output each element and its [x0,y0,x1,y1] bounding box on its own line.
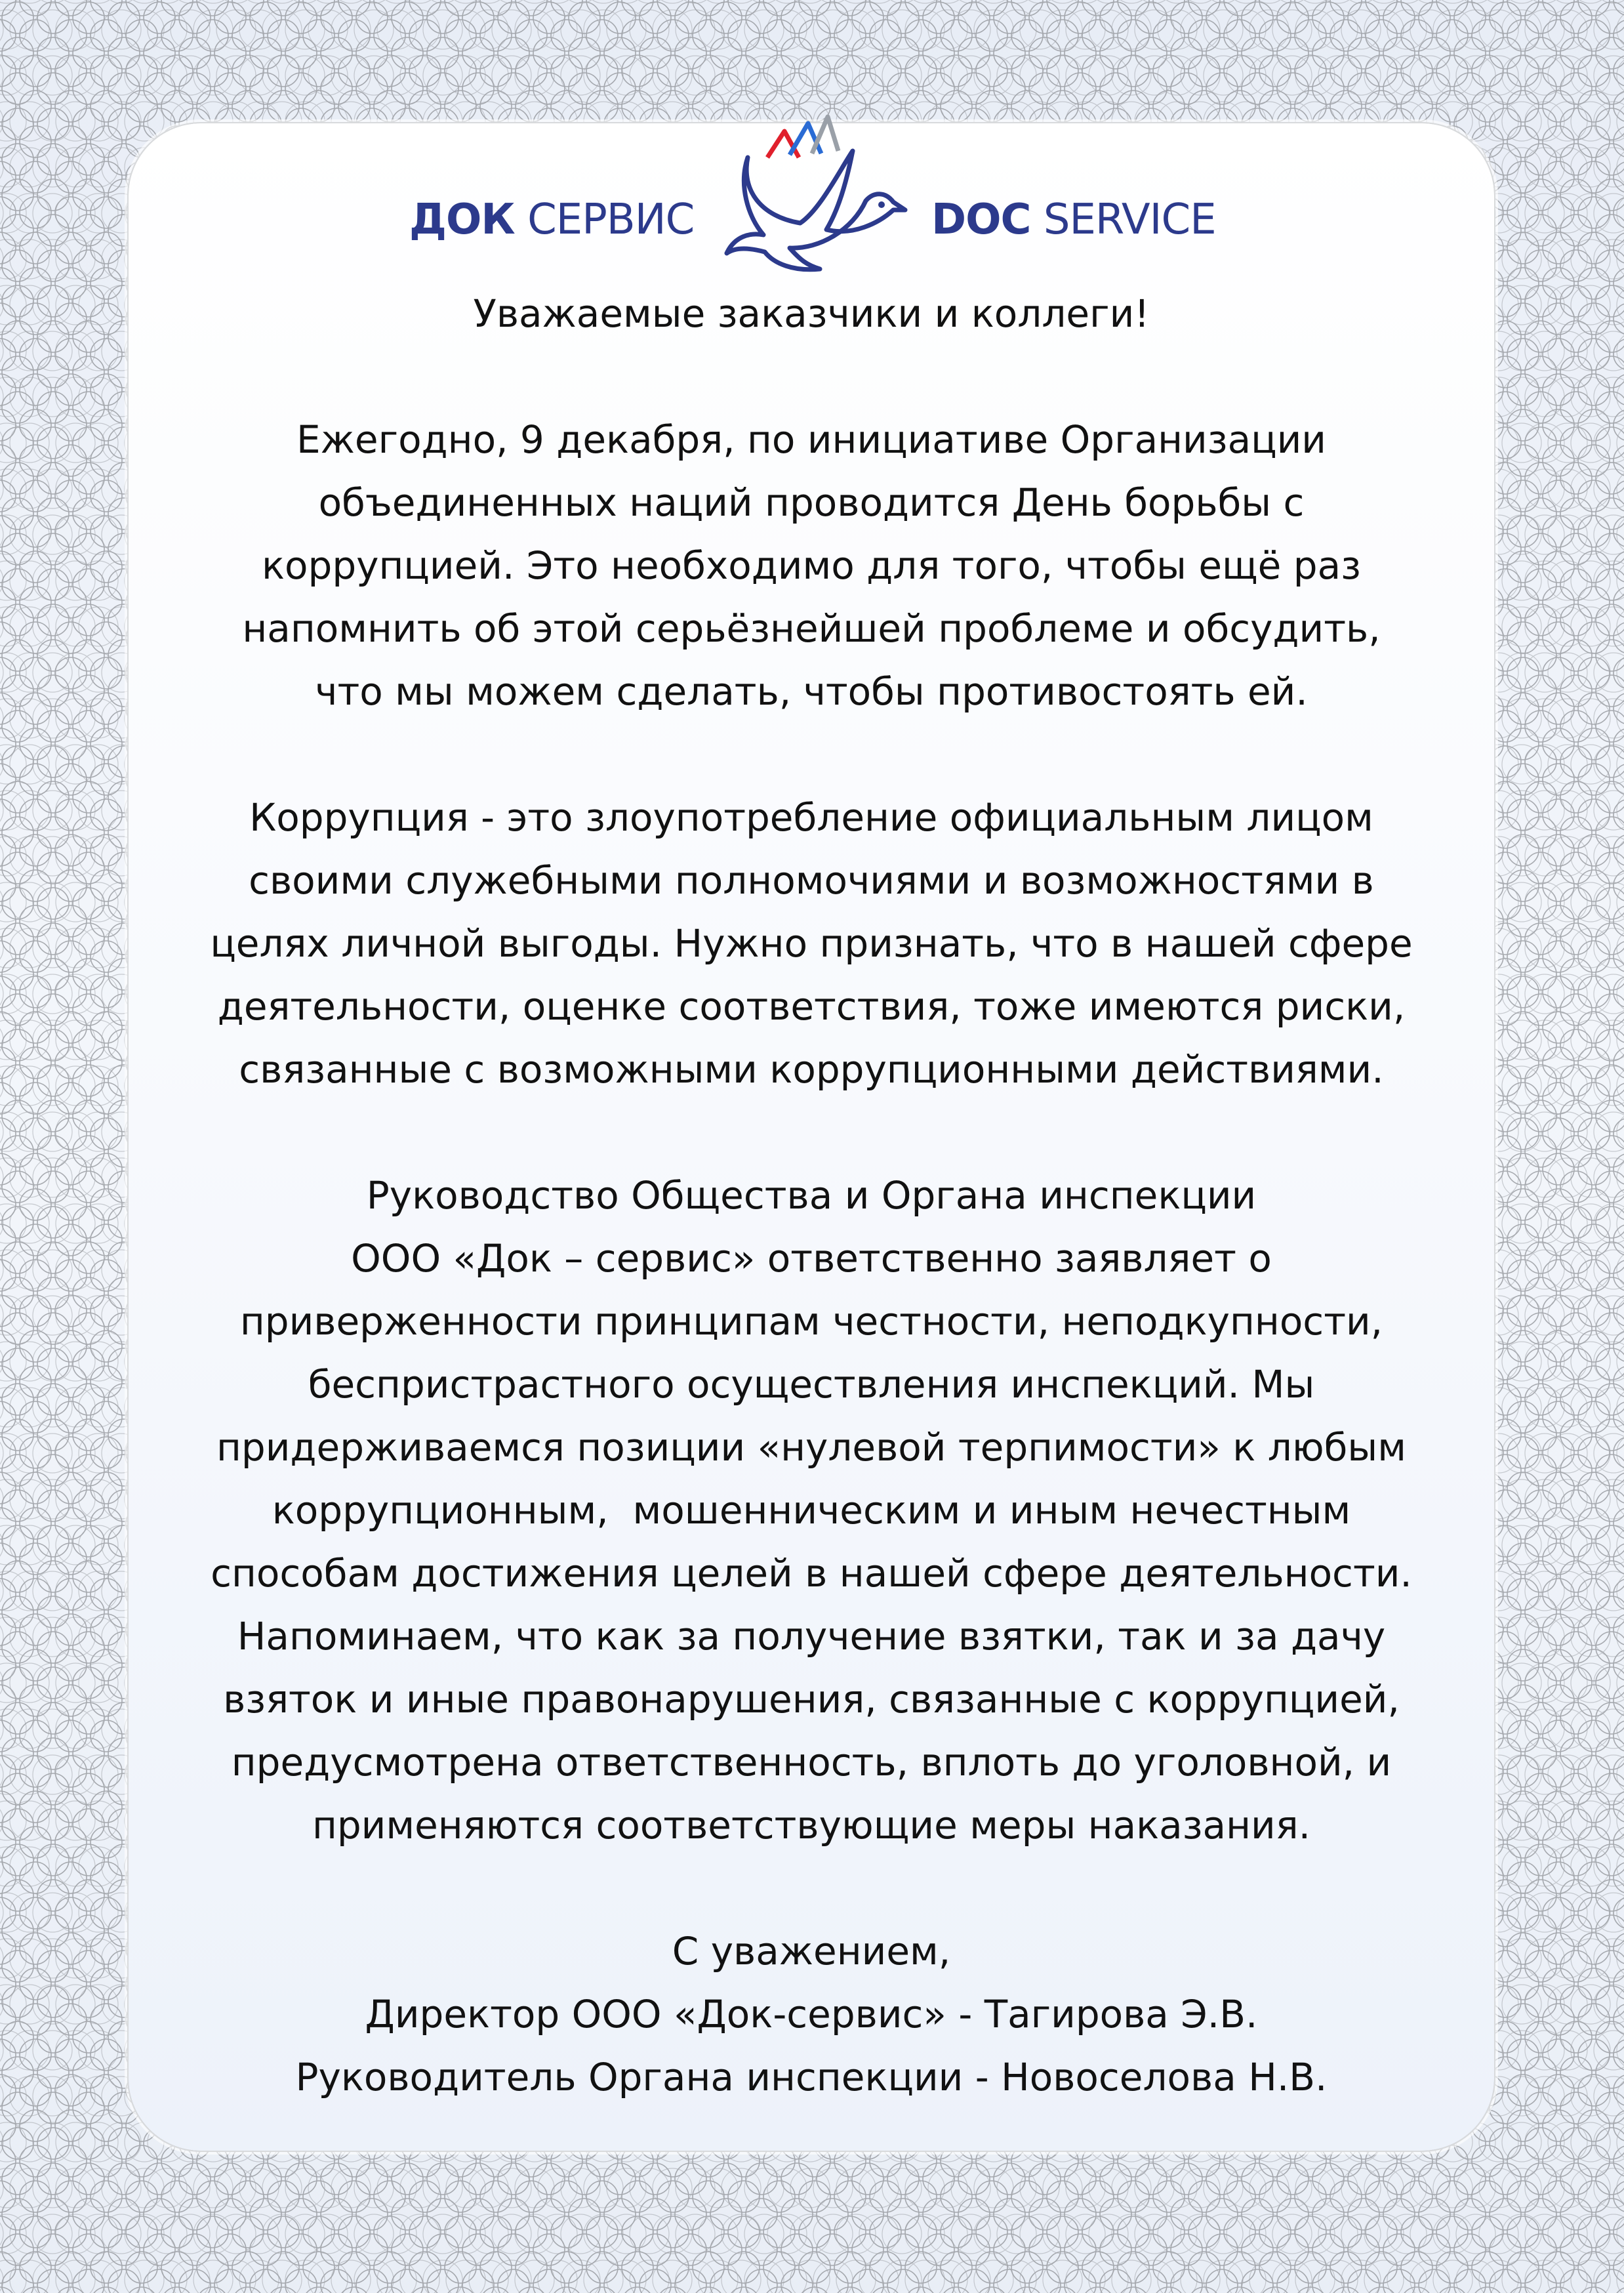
text-line: Напоминаем, что как за получение взятки, так и за дачу [237,1614,1386,1659]
text-line: взяток и иные правонарушения, связанные с коррупцией, [223,1677,1400,1722]
text-line: целях личной выгоды. Нужно признать, что в нашей сфере [210,921,1413,966]
text-line: применяются соответствующие меры наказания. [312,1803,1311,1848]
greeting: Уважаемые заказчики и коллеги! [473,291,1150,336]
paragraph-statement [129,1164,1494,1857]
text-line: коррупцией. Это необходимо для того, чтобы ещё раз [262,543,1361,588]
company-logo [129,112,1494,282]
text-line: что мы можем сделать, чтобы противостоять ей. [315,669,1308,714]
logo-text-en: DOC SERVICE [931,196,1216,244]
signature-inspection-head: Руководитель Органа инспекции - Новоселова Н.В. [295,2055,1328,2099]
text-line: деятельности, оценке соответствия, тоже имеются риски, [217,984,1406,1029]
closing-line: С уважением, [672,1929,951,1973]
signature-director: Директор ООО «Док-сервис» - Тагирова Э.В. [365,1992,1258,2036]
text-line: Ежегодно, 9 декабря, по инициативе Организации [296,417,1326,462]
text-line: объединенных наций проводится День борьбы с [318,480,1305,525]
letter-body [129,282,1494,2109]
text-line: напомнить об этой серьёзнейшей проблеме и обсудить, [242,606,1381,651]
signature-block [129,1920,1494,2109]
text-line: коррупционным, мошенническим и иным нечестным [272,1488,1351,1533]
text-line: ООО «Док – сервис» ответственно заявляет о [351,1236,1272,1281]
text-line: способам достижения целей в нашей сфере деятельности. [211,1551,1412,1596]
text-line: предусмотрена ответственность, вплоть до уголовной, и [231,1740,1392,1785]
text-line: Коррупция - это злоупотребление официальным лицом [249,795,1373,840]
text-line: беспристрастного осуществления инспекций. Мы [308,1362,1315,1407]
text-line: Руководство Общества и Органа инспекции [366,1173,1257,1218]
paragraph-un-day [129,408,1494,723]
paragraph-definition [129,786,1494,1101]
dove-icon [721,112,912,276]
text-line: придерживаемся позиции «нулевой терпимости» к любым [216,1425,1406,1470]
text-line: связанные с возможными коррупционными действиями. [239,1047,1384,1092]
logo-text-ru: ДОК СЕРВИС [409,196,695,244]
text-line: своими служебными полномочиями и возможностями в [249,858,1374,903]
text-line: приверженности принципам честности, неподкупности, [239,1299,1383,1344]
